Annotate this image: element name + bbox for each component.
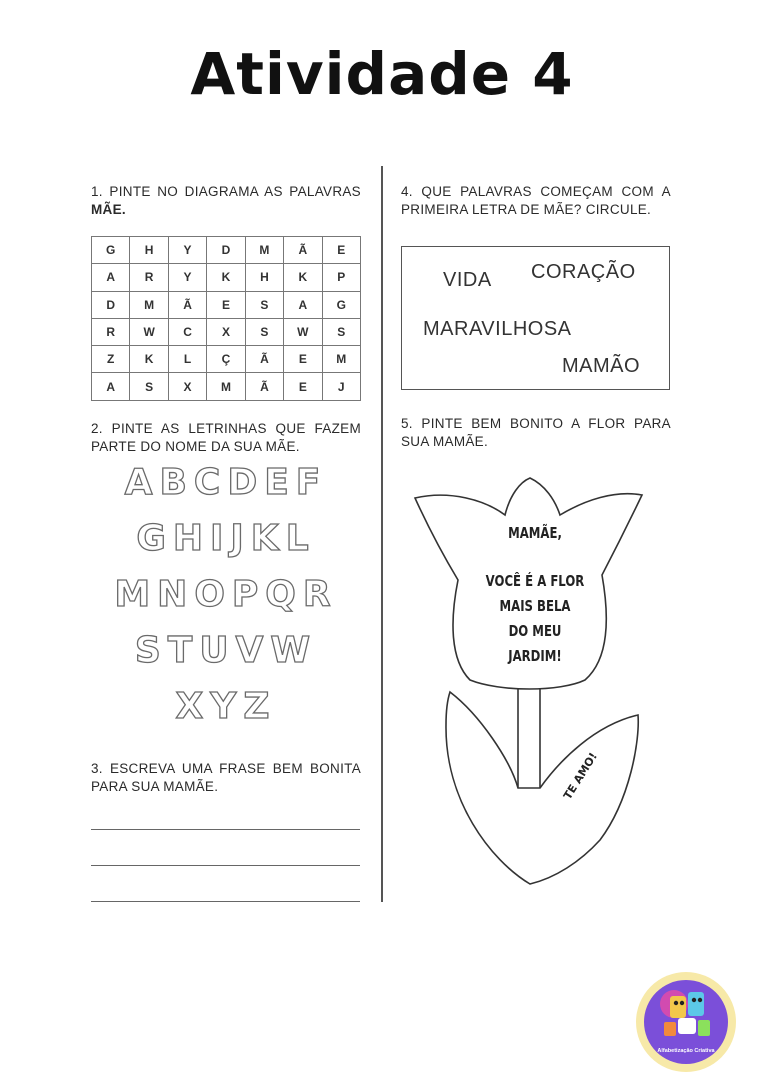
question-1 [91, 183, 361, 219]
grid-cell[interactable]: P [322, 264, 360, 291]
grid-cell[interactable]: G [322, 291, 360, 318]
grid-row [92, 237, 361, 264]
grid-cell[interactable]: Y [168, 264, 206, 291]
flower-text-4: DO MEU [508, 622, 562, 640]
grid-cell[interactable]: Y [168, 237, 206, 264]
writing-line-2[interactable] [91, 865, 360, 866]
flower-text-1: MAMÃE, [508, 524, 562, 542]
grid-cell[interactable]: D [207, 237, 245, 264]
grid-cell[interactable]: R [130, 264, 168, 291]
word-coracao[interactable]: CORAÇÃO [531, 261, 636, 283]
grid-cell[interactable]: Ç [207, 346, 245, 373]
grid-cell[interactable]: M [245, 237, 283, 264]
grid-row [92, 346, 361, 373]
grid-cell[interactable]: S [245, 318, 283, 345]
question-4: 4. QUE PALAVRAS COMEÇAM COM A PRIMEIRA LETRA DE MÃE? CIRCULE. [401, 184, 671, 217]
grid-cell[interactable]: M [207, 373, 245, 400]
grid-cell[interactable]: J [322, 373, 360, 400]
flower-text-5: JARDIM! [508, 647, 562, 665]
grid-cell[interactable]: K [130, 346, 168, 373]
grid-cell[interactable]: C [168, 318, 206, 345]
grid-cell[interactable]: M [130, 291, 168, 318]
logo-icon [634, 970, 738, 1074]
alphabet-row-4: STUVW [134, 630, 318, 671]
alphabet-row-3: MNOPQR [114, 574, 338, 615]
logo-text: Alfabetização Criativa [657, 1048, 715, 1054]
grid-cell[interactable]: H [130, 237, 168, 264]
grid-cell[interactable]: X [207, 318, 245, 345]
question-1-highlight: MÃE. [91, 202, 126, 217]
writing-line-3[interactable] [91, 901, 360, 902]
grid-cell[interactable]: S [322, 318, 360, 345]
grid-cell[interactable]: E [322, 237, 360, 264]
alphabet-row-5: XYZ [175, 686, 277, 727]
grid-cell[interactable]: A [284, 291, 322, 318]
grid-cell[interactable]: S [130, 373, 168, 400]
grid-cell[interactable]: K [284, 264, 322, 291]
grid-cell[interactable]: W [130, 318, 168, 345]
grid-cell[interactable]: G [92, 237, 130, 264]
word-vida[interactable]: VIDA [443, 269, 492, 291]
grid-cell[interactable]: S [245, 291, 283, 318]
grid-cell[interactable]: Z [92, 346, 130, 373]
grid-cell[interactable]: A [92, 373, 130, 400]
writing-line-1[interactable] [91, 829, 360, 830]
grid-cell[interactable]: Ã [245, 346, 283, 373]
grid-cell[interactable]: Ã [245, 373, 283, 400]
grid-row [92, 373, 361, 400]
grid-cell[interactable]: K [207, 264, 245, 291]
grid-cell[interactable]: H [245, 264, 283, 291]
flower-text-3: MAIS BELA [499, 597, 571, 615]
grid-row [92, 264, 361, 291]
grid-cell[interactable]: M [322, 346, 360, 373]
grid-cell[interactable]: Ã [168, 291, 206, 318]
grid-row [92, 291, 361, 318]
alphabet-row-1: ABCDEF [124, 462, 328, 503]
alphabet-row-2: GHIJKL [136, 518, 316, 559]
grid-cell[interactable]: Ã [284, 237, 322, 264]
grid-cell[interactable]: E [284, 346, 322, 373]
word-maravilhosa[interactable]: MARAVILHOSA [423, 318, 572, 340]
column-divider [381, 166, 383, 902]
flower-text-2: VOCÊ É A FLOR [485, 572, 585, 590]
grid-cell[interactable]: E [207, 291, 245, 318]
question-5: 5. PINTE BEM BONITO A FLOR PARA SUA MAMÃE. [401, 416, 671, 449]
word-search-grid [91, 236, 361, 401]
grid-cell[interactable]: X [168, 373, 206, 400]
question-1-text: 1. PINTE NO DIAGRAMA AS PALAVRAS [91, 184, 361, 199]
grid-cell[interactable]: R [92, 318, 130, 345]
grid-cell[interactable]: A [92, 264, 130, 291]
grid-cell[interactable]: D [92, 291, 130, 318]
tulip-leaves [446, 692, 638, 884]
grid-row [92, 318, 361, 345]
grid-cell[interactable]: W [284, 318, 322, 345]
question-3: 3. ESCREVA UMA FRASE BEM BONITA PARA SUA MAMÃE. [91, 761, 361, 794]
question-2: 2. PINTE AS LETRINHAS QUE FAZEM PARTE DO NOME DA SUA MÃE. [91, 421, 361, 454]
page-title: Atividade 4 [190, 40, 574, 108]
grid-cell[interactable]: E [284, 373, 322, 400]
grid-cell[interactable]: L [168, 346, 206, 373]
word-mamao[interactable]: MAMÃO [562, 355, 641, 377]
leaf-text: TE AMO! [561, 750, 600, 802]
